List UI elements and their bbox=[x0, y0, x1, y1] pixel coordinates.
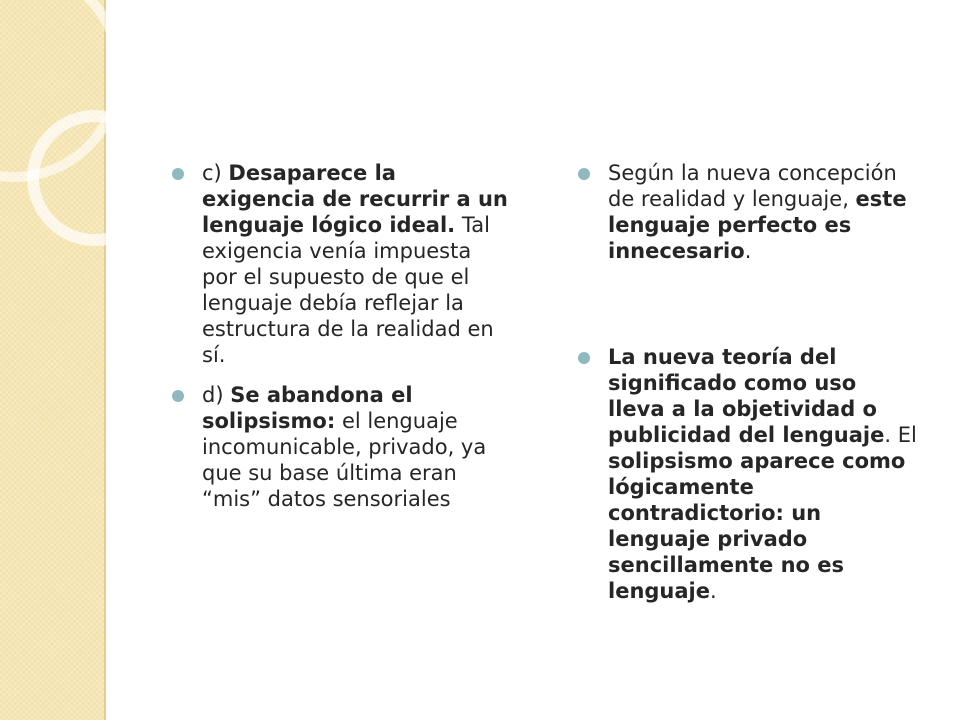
item-bold-text: este lenguaje perfecto es innecesario bbox=[608, 187, 907, 263]
item-bold-text-2: solipsismo aparece como lógicamente contradictorio: un lenguaje privado sencillamente no es lenguaje bbox=[608, 449, 906, 603]
item-text: Según la nueva concepción de realidad y lenguaje, bbox=[608, 161, 897, 211]
item-prefix: c) bbox=[202, 161, 229, 185]
left-bullet-list bbox=[172, 160, 512, 512]
left-column bbox=[172, 160, 512, 512]
right-bullet-list bbox=[578, 160, 918, 604]
list-item-nueva-concepcion bbox=[578, 160, 918, 264]
right-column bbox=[578, 160, 918, 604]
item-text: el lenguaje incomunicable, privado, ya que su base última eran “mis” datos sensoriales bbox=[202, 409, 487, 511]
bullet-dot bbox=[172, 168, 184, 180]
item-bold-text: Desaparece la exigencia de recurrir a un lenguaje lógico ideal. bbox=[202, 161, 508, 237]
item-text: Tal exigencia venía impuesta por el supuesto de que el lenguaje debía reflejar la estructura de la realidad en sí. bbox=[202, 213, 494, 367]
item-prefix: d) bbox=[202, 383, 231, 407]
decorative-rings bbox=[0, 0, 200, 300]
list-item-c bbox=[172, 160, 512, 368]
bullet-dot bbox=[172, 390, 184, 402]
bullet-dot bbox=[578, 352, 590, 364]
item-bold-text: La nueva teoría del significado como uso lleva a la objetividad o publicidad del lenguaje bbox=[608, 345, 885, 447]
list-item-teoria-significado bbox=[578, 344, 918, 604]
list-item-d bbox=[172, 382, 512, 512]
item-bold-text: Se abandona el solipsismo: bbox=[202, 383, 413, 433]
item-text: . El bbox=[884, 423, 917, 447]
bullet-dot bbox=[578, 168, 590, 180]
item-text-end: . bbox=[744, 239, 752, 263]
item-text-end: . bbox=[710, 579, 717, 603]
